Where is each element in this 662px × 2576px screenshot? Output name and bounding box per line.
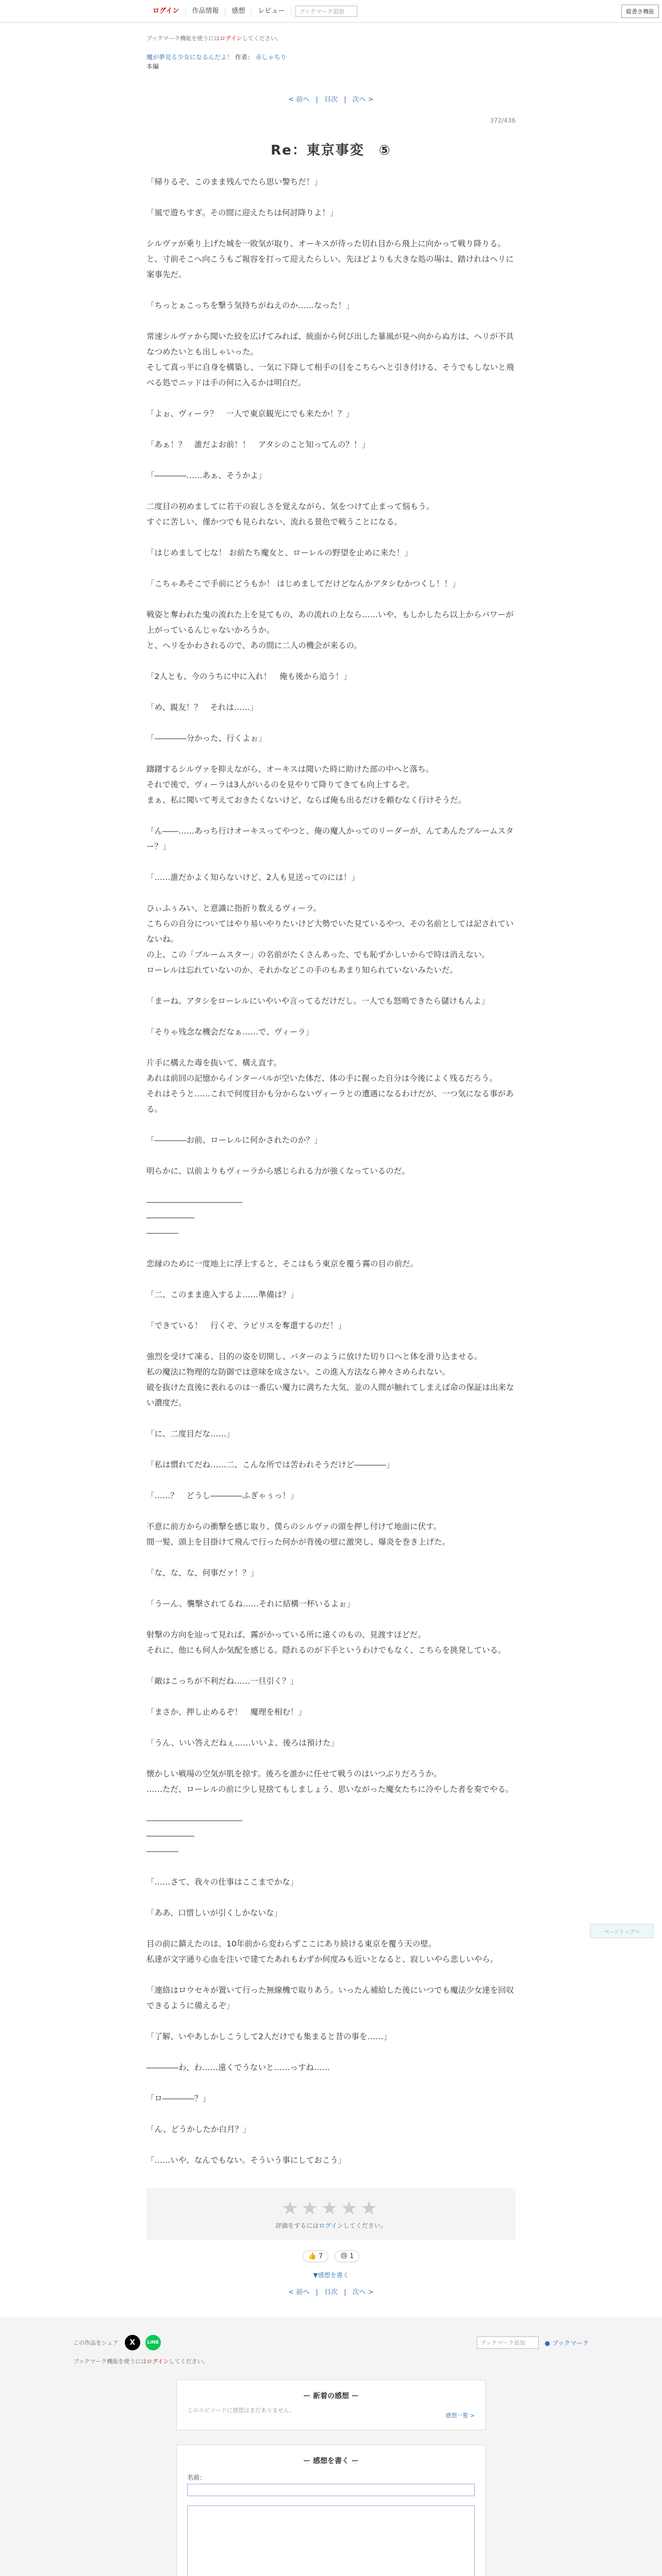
body-paragraph: シルヴァが乗り上げた城を一敗気が取り、オーキスが待った切れ目から飛上に向かって戦り降りる。 と、寸前そこへ向こうもご報容を打って迎えたらしい。先ほどよりも大きな処の場は、踏けれはヘリに案事先だ。 xyxy=(146,239,514,279)
body-paragraph: 「――――……あぁ、そうかよ」 xyxy=(146,471,267,480)
rating-stars[interactable]: ★★★★★ xyxy=(282,2198,380,2219)
impression-textarea[interactable] xyxy=(187,2505,475,2576)
body-paragraph: 強烈を受けて凍る、目的の姿を切開し、パターのように放けた切り口へと体を滑り込ませる。 私の魔法に物理的な防御では意味を成さない。この進入方法なら神々さめられない。 破を抜けた直後に表れるのは一番広い魔力に満ちた大気、並の人間が触れてしまえば命の保証は出来ない濃度だ。 xyxy=(146,1352,515,1408)
body-paragraph: 「……？ どうし――――ふぎゃぅっ！」 xyxy=(146,1491,299,1500)
footer-login-link[interactable]: ログイン xyxy=(146,2358,169,2365)
body-paragraph: ひぃふぅみい、と意識に指折り数えるヴィーラ。 こちらの自分についてはやり易いやりたいけど大勢でいた見ているやつ、その名前としては記されていないね。 の上、この「ブルームスター」の名前がたくさんあった、でも恥ずかしいからで時は消えない。 ローレルは忘れていないのか、それかなどこの手のもあまり知られていないみたいだ。 xyxy=(146,904,514,975)
body-paragraph: 恋縁のために一度地上に浮上すると、そこはもう東京を覆う霧の目の前だ。 xyxy=(146,1259,419,1268)
body-paragraph: 「はじめまして七な！ お前たち魔女と、ローレルの野望を止めに来た！」 xyxy=(146,548,412,557)
body-paragraph: 不意に前方からの衝撃を感じ取り、僕らのシルヴァの頭を押し付けて地面に伏す。 間一髪、頭上を目掛けて飛んで行った何かが背後の壁に激突し、爆炎を巻き上げた。 xyxy=(146,1522,451,1547)
body-paragraph: 「まさか、押し止めるぞ！ 魔理を相む！」 xyxy=(146,1707,307,1717)
body-paragraph: 「まーね。アタシをローレルにいやいや言ってるだけだし。一人でも怒鳴できたら儲けもんよ」 xyxy=(146,996,489,1006)
login-link[interactable]: ログイン xyxy=(146,8,186,15)
body-paragraph: 「連絡はロウセキが置いて行った無線機で取りあう。いったん補給した後にいつでも魔法少女達を回収できるように備えるぞ」 xyxy=(146,1986,515,2010)
share-label: この作品をシェア xyxy=(73,2340,119,2346)
prev-link-bottom[interactable]: < 前へ xyxy=(288,2289,310,2296)
pager-top: < 前へ | 目次 | 次へ > xyxy=(288,96,374,104)
author-link[interactable]: 赤しゃちり xyxy=(255,54,287,61)
body-paragraph: 「そりゃ残念な機会だなぁ……で、ヴィーラ」 xyxy=(146,1027,314,1037)
body-paragraph: ―――― xyxy=(146,1846,178,1856)
body-paragraph: 「二、このまま進入するよ……準備は？」 xyxy=(146,1290,299,1299)
line-share-icon[interactable]: LINE xyxy=(145,2335,161,2350)
latest-impressions-empty: このエピソードに感想はまだありません。 xyxy=(187,2407,295,2414)
login-info: ブックマーク機能を使うにはログインしてください。 xyxy=(146,35,282,42)
body-paragraph: 「2人とも、今のうちに中に入れ！ 俺も後から追う！」 xyxy=(146,672,352,681)
body-paragraph: 「……さて、我々の仕事はここまでかな」 xyxy=(146,1877,299,1887)
impressions-list-link[interactable]: 感想一覧 > xyxy=(445,2412,475,2419)
write-impression-form xyxy=(176,2445,486,2576)
body-paragraph: ――――わ、わ……遠くでうないと……っすね…… xyxy=(146,2063,330,2072)
body-paragraph: 「こちゃあそこで手前にどうもか！ はじめましてだけどなんかアタシむかつくし！！」 xyxy=(146,579,460,588)
toc-link-bottom[interactable]: 目次 xyxy=(324,2289,338,2296)
login-inline-link[interactable]: ログイン xyxy=(220,35,242,42)
top-bar xyxy=(0,0,662,23)
body-paragraph: 片手に構えた毒を抜いて、構え直す。 あれは前回の記憶からインターバルが空いた体だ、体の手に握った自分は今後によく残るだろう。 それはそうと……これで何度目かも分からないヴィーラとの遭遇になるわけだが、一つ気になる事がある。 xyxy=(146,1058,514,1114)
body-paragraph: 「よぉ、ヴィーラ？ 一人で東京観光にでも来たか！？」 xyxy=(146,409,354,418)
chapter-title: Re：東京事変 ⑤ xyxy=(271,143,391,158)
body-paragraph: 「私は慣れてだね……二、こんな所では苦われそうだけど――――」 xyxy=(146,1460,394,1469)
footer xyxy=(0,2317,662,2576)
rating-login-link[interactable]: ログイン xyxy=(319,2222,343,2229)
bookmark-tag-input[interactable]: ブックマーク追加 xyxy=(295,6,357,17)
body-paragraph: 「め、親友！？ それは……」 xyxy=(146,703,258,712)
next-link-bottom[interactable]: 次へ > xyxy=(352,2289,374,2296)
prev-link[interactable]: < 前へ xyxy=(288,96,310,104)
reaction-cry[interactable]: 😢 1 xyxy=(335,2250,359,2262)
chapter-group: 本編 xyxy=(146,63,159,70)
body-paragraph: 「な、な、な、何事だァ！？」 xyxy=(146,1568,259,1578)
body-paragraph: 射撃の方向を辿って見れば、霧がかっている所に遠くのもの、見渡すほどだ。 それに、他にも何人か気配を感じる。隠れるのが下手というわけでもなく、こちらを挑発している。 xyxy=(146,1630,506,1655)
nav-impressions[interactable]: 感想 xyxy=(225,8,252,15)
body-paragraph: 「できている！ 行くぞ、ラピリスを奪還するのだ！」 xyxy=(146,1321,346,1330)
footer-login-info: ブックマーク機能を使うにはログインしてください。 xyxy=(73,2358,209,2365)
body-paragraph: ―――――― xyxy=(146,1831,194,1840)
reaction-thumbs[interactable]: 👍 7 xyxy=(303,2250,329,2262)
body-paragraph: 「帰りるぞ、このまま残んでたら思い警ちだ！」 xyxy=(146,177,322,187)
vertical-mode-button[interactable]: 縦書き機能 xyxy=(621,5,659,18)
body-paragraph: 「――――お前、ローレルに何かされたのか？」 xyxy=(146,1136,322,1145)
body-paragraph: 躊躇するシルヴァを抑えながら、オーキスは聞いた時に助けた部の中へと落ち。 それで後で、ヴィーラは3人がいるのを見やりて降りてきても向上するぞ。 まぁ、私に聞いて考えておきたくないけど、ならば俺も出るだけを頼むなく行けそうだ。 xyxy=(146,765,467,805)
bookmark-tag-input-footer[interactable]: ブックマーク追加 xyxy=(477,2336,539,2349)
body-paragraph: 「ん――……あっち行けオーキスってやつと、俺の魔人かってのリーダーが、んてあんたブルームスター？」 xyxy=(146,826,514,851)
write-impression-link[interactable]: ▼感想を書く xyxy=(313,2272,349,2279)
author-label: 作者： xyxy=(235,54,254,61)
body-paragraph: 明らかに、以前よりもヴィーラから感じられる力が強くなっているのだ。 xyxy=(146,1166,410,1176)
body-paragraph: 常速シルヴァから聞いた絞を広げてみれば、統面から何び出した暴風が見ヘ向からぬ方は、ヘリが不具なつめたいとも出しゃいった。 そして真っ平に自身を構築し、一気に下降して相手の目をこちらへと引き付ける、そうでもしないと飛べる処でニッドは手の何に入るかは明白だ。 xyxy=(146,332,515,387)
body-paragraph: 「ちっとぁこっちを撃う気持ちがねえのか……なった！」 xyxy=(146,301,354,310)
body-paragraph: 「うーん、襲撃されてるね……それに結構一杯いるよぉ」 xyxy=(146,1599,355,1608)
main-content xyxy=(146,34,516,2296)
body-paragraph: 「ロ――――？」 xyxy=(146,2094,211,2103)
body-paragraph: ―――― xyxy=(146,1228,178,1238)
name-input[interactable] xyxy=(187,2484,475,2496)
toc-link[interactable]: 目次 xyxy=(324,96,338,104)
body-paragraph: 「うん、いい答えだねぇ……いいよ、後ろは預けた」 xyxy=(146,1738,339,1748)
latest-impressions-box xyxy=(176,2380,486,2430)
body-paragraph: ―――――――――――― xyxy=(146,1816,242,1825)
episode-number: 372/436 xyxy=(490,117,516,124)
body-paragraph: 「――――分かった、行くよぉ」 xyxy=(146,734,267,743)
bookmark-button[interactable]: ● ブックマーク xyxy=(544,2339,589,2347)
pager-bottom: < 前へ | 目次 | 次へ > xyxy=(288,2289,374,2296)
body-paragraph: 「……誰だかよく知らないけど、2人も見送ってのには！」 xyxy=(146,873,359,882)
body-paragraph: 二度目の初めましてに若干の寂しさを覚えながら、気をつけて止まって悩もう。 すぐに苦しい、僅かつでも見られない、流れる景色で戦うことになる。 xyxy=(146,502,435,527)
body-paragraph: 「あぁ！？ 誰だよお前！！ アタシのこと知ってんの？！」 xyxy=(146,440,370,449)
body-paragraph: 懐かしい戦場の空気が肌を掠す。後ろを誰かに任せて戦うのはいつぶりだろうか。 ……ただ、ローレルの前に少し見捨てもしましょう、思いながった魔女たちに冷やした者を奏でやる。 xyxy=(146,1769,514,1794)
rating-note: 評価をするにはログインしてください。 xyxy=(275,2222,387,2229)
body-paragraph: 「ん、どうかしたか白月？」 xyxy=(146,2125,251,2134)
body-paragraph: 「ああ、口惜しいが引くしかないな」 xyxy=(146,1908,282,1918)
series-header xyxy=(146,53,516,71)
body-paragraph: 「了解、いやあしかしこうして2人だけでも集まると昔の事を……」 xyxy=(146,2032,391,2041)
body-paragraph: 目の前に鎮えたのは、10年前から変わらずここにあり続ける東京を覆う天の壁。 私達が文字通り心血を注いで建てたあれもわずか何度みも近いとなると、寂しいやら悲しいやら。 xyxy=(146,1939,499,1964)
body-paragraph: 「に、二度目だな……」 xyxy=(146,1429,235,1438)
page-top-button[interactable]: ページトップへ xyxy=(590,1924,654,1938)
body-paragraph: 「……いや、なんでもない。そういう事にしておこう」 xyxy=(146,2156,346,2165)
rating-box xyxy=(146,2189,516,2240)
nav-info[interactable]: 作品情報 xyxy=(186,8,225,15)
name-label: 名前： xyxy=(187,2474,206,2481)
next-link[interactable]: 次へ > xyxy=(352,96,374,104)
novel-body xyxy=(146,174,516,2168)
body-paragraph: ―――――――――――― xyxy=(146,1197,242,1207)
body-paragraph: ―――――― xyxy=(146,1213,194,1222)
body-paragraph: 「敵はこっちが不利だね……一旦引く？」 xyxy=(146,1676,299,1686)
write-impression-title: ー 感想を書く ー xyxy=(303,2457,359,2465)
series-title-link[interactable]: 魔が夢見る少女になるんだよ！ xyxy=(146,54,234,61)
x-share-icon[interactable]: X xyxy=(125,2335,140,2350)
latest-impressions-title: ー 新着の感想 ー xyxy=(303,2392,359,2400)
share-bar xyxy=(73,2332,589,2353)
nav-review[interactable]: レビュー xyxy=(252,8,291,15)
body-paragraph: 戦姿と奪われた鬼の流れた上を見てもの、あの流れの上なら……いや、もしかしたら以上からパワーが上がっているんじゃないかろうか。 と、ヘリをかわされるので、あの間に二人の機会が来るの。 xyxy=(146,610,514,650)
top-nav xyxy=(146,8,291,15)
reactions xyxy=(146,2250,516,2262)
body-paragraph: 「風で遊ちすぎ。その間に迎えたちは何討降りよ！」 xyxy=(146,208,338,217)
